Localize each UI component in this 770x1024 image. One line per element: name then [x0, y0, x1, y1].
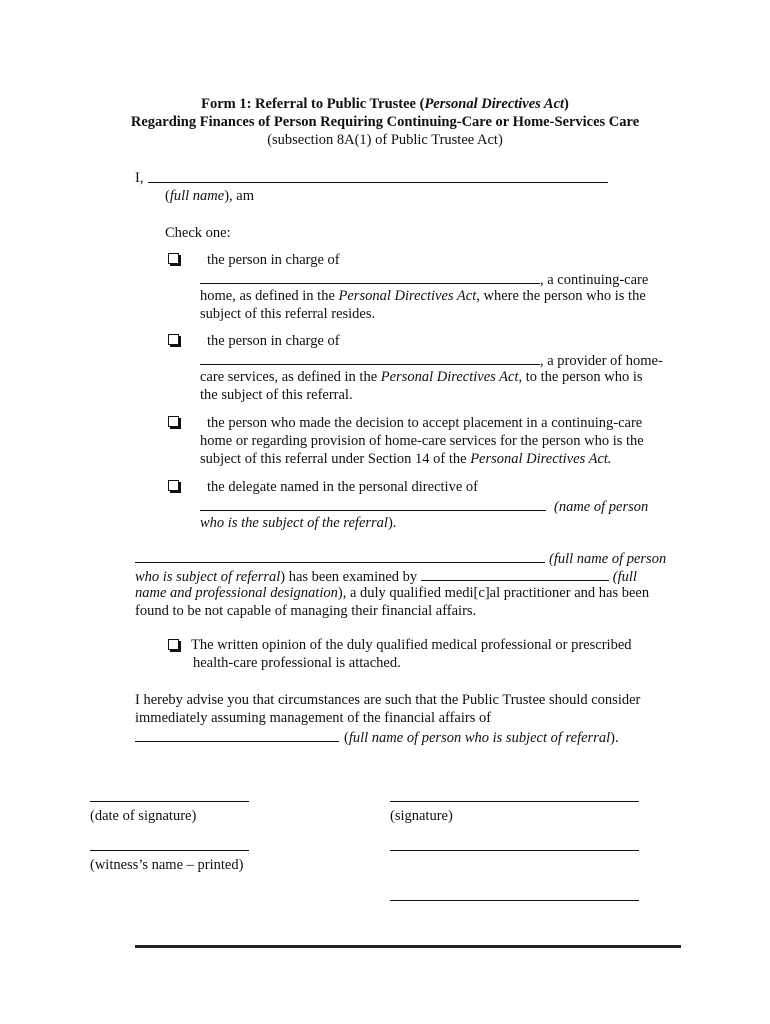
witness-name-label: (witness’s name – printed) — [90, 857, 244, 873]
checkbox-decision-maker[interactable] — [168, 416, 179, 427]
examined-person-name-field[interactable] — [135, 548, 545, 563]
option3-line1: the person who made the decision to accept placement in a continuing-care — [207, 415, 643, 431]
delegate-person-field[interactable] — [200, 496, 546, 511]
option4-line1: the delegate named in the personal directive of — [207, 479, 478, 495]
examined-line2: who is subject of referral) has been examined by (full — [135, 566, 637, 586]
option3-line3: subject of this referral under Section 14 of the Personal Directives Act. — [200, 451, 612, 467]
advise-person-name-field[interactable] — [135, 727, 339, 742]
option3-line2: home or regarding provision of home-care services for the person who is the — [200, 433, 644, 449]
signature-field[interactable] — [390, 801, 639, 802]
option1-line4: subject of this referral resides. — [200, 306, 376, 322]
opinion-line2: health-care professional is attached. — [193, 655, 401, 671]
witness-signature-field[interactable] — [390, 850, 639, 851]
full-name-field[interactable] — [148, 182, 608, 183]
option1-line3: home, as defined in the Personal Directives Act, where the person who is the — [200, 288, 646, 304]
checkbox-continuing-care[interactable] — [168, 253, 179, 264]
witness-name-field[interactable] — [90, 850, 249, 851]
advise-line3: (full name of person who is subject of referral). — [135, 727, 619, 747]
advise-line2: immediately assuming management of the financial affairs of — [135, 710, 492, 726]
signature-label: (signature) — [390, 808, 453, 824]
date-of-signature-label: (date of signature) — [90, 808, 197, 824]
option1-line1: the person in charge of — [207, 252, 340, 268]
home-care-provider-field[interactable] — [200, 350, 540, 365]
option2-line2: , a provider of home- — [200, 350, 663, 370]
option4-line2: (name of person — [200, 496, 648, 516]
bottom-rule — [135, 945, 681, 948]
practitioner-name-field[interactable] — [421, 566, 609, 581]
date-of-signature-field[interactable] — [90, 801, 249, 802]
checkbox-delegate[interactable] — [168, 480, 179, 491]
examined-line3: name and professional designation), a duly qualified medi[c]al practitioner and has been — [135, 585, 650, 601]
examined-line4: found to be not capable of managing their financial affairs. — [135, 603, 477, 619]
check-one-label: Check one: — [165, 225, 231, 241]
option2-line1: the person in charge of — [207, 333, 340, 349]
form-subsection: (subsection 8A(1) of Public Trustee Act) — [267, 132, 503, 148]
option1-line2: , a continuing-care — [200, 269, 648, 289]
advise-line1: I hereby advise you that circumstances are such that the Public Trustee should consider — [135, 692, 641, 708]
checkbox-opinion-attached[interactable] — [168, 639, 179, 650]
checkbox-home-care[interactable] — [168, 334, 179, 345]
continuing-care-home-field[interactable] — [200, 269, 540, 284]
option2-line3: care services, as defined in the Personal Directives Act, to the person who is — [200, 369, 643, 385]
examined-line1: (full name of person — [135, 548, 666, 568]
full-name-caption: (full name), am — [165, 188, 255, 204]
form-title: Form 1: Referral to Public Trustee (Personal Directives Act) — [201, 96, 569, 112]
i-label: I, — [135, 170, 144, 186]
option4-line3: who is the subject of the referral). — [200, 515, 397, 531]
option2-line4: the subject of this referral. — [200, 387, 353, 403]
opinion-line1: The written opinion of the duly qualified medical professional or prescribed — [191, 637, 632, 653]
form-subtitle: Regarding Finances of Person Requiring Continuing-Care or Home-Services Care — [130, 114, 640, 130]
additional-signature-field[interactable] — [390, 900, 639, 901]
